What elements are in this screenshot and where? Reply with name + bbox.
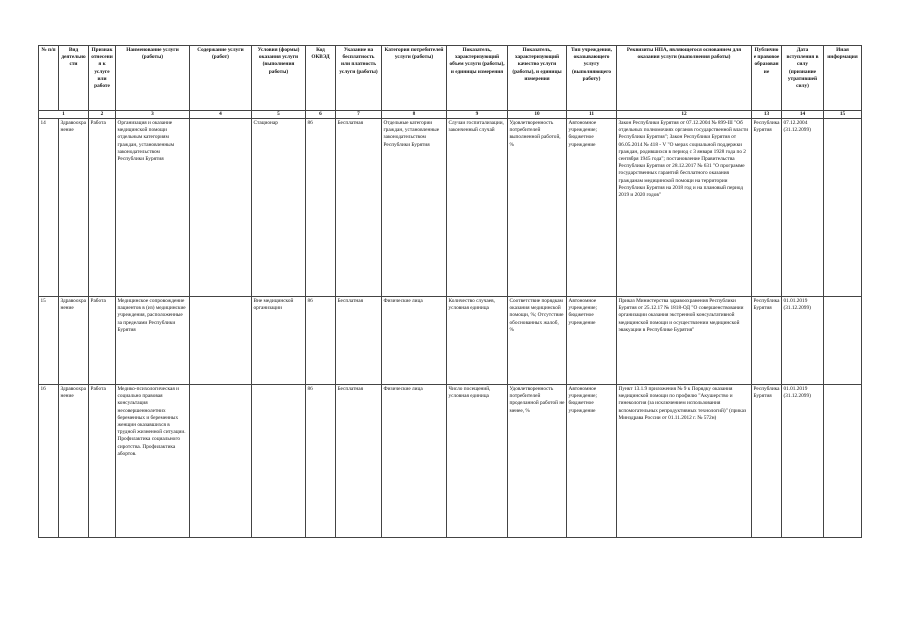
table-row (39, 119, 862, 297)
entity-cell: Республика Бурятия (752, 119, 782, 297)
institution-cell: Автономное учреждение; бюджетное учреждение (567, 119, 617, 297)
volume-cell: Число посещений, условная единица (447, 385, 508, 538)
column-number: 1 (39, 111, 89, 119)
table-row (39, 297, 862, 385)
header-cell: Признак отнесения к услуге или работе (89, 46, 116, 111)
institution-cell: Автономное учреждение; бюджетное учреждение (567, 385, 617, 538)
service-name-cell: Медицинское сопровождение пациентов в (из) медицинские учреждения, расположенные за пределами Республики Бурятия (116, 297, 190, 385)
institution-cell: Автономное учреждение; бюджетное учреждение (567, 297, 617, 385)
header-cell: Наименование услуги (работы) (116, 46, 190, 111)
header-row (39, 46, 862, 111)
npa-cell: Закон Республики Бурятия от 07.12.2004 № 899-III "Об отдельных полномочиях органов государственной власти Республики Бурятия"; Закон Республики Бурятия от 06.05.2014 № 418 - V "О мерах социальной поддержки граждан, родившихся в период с 3 января 1928 года по 2 сентября 1945 года"; постановление Правительства Республики Бурятия от 28.12.2017 № 631 "О программе государственных гарантий бесплатного оказания гражданам медицинской помощи на территории Республики Бурятия на 2018 год и на плановый период 2019 и 2020 годов" (617, 119, 752, 297)
other-cell (824, 119, 862, 297)
row-number: 14 (39, 119, 59, 297)
other-cell (824, 297, 862, 385)
activity-cell: Здравоохранение (59, 297, 89, 385)
column-number: 8 (382, 111, 447, 119)
header-cell: Реквизиты НПА, являющегося основанием для оказания услуги (выполнения работы) (617, 46, 752, 111)
column-number: 9 (447, 111, 508, 119)
date-cell: 07.12.2004 (31.12.2099) (782, 119, 824, 297)
quality-cell: Соответствие порядкам оказания медицинской помощи, %; Отсутствие обоснованных жалоб, % (508, 297, 567, 385)
okved-cell: 86 (306, 385, 336, 538)
column-number-row (39, 111, 862, 119)
header-cell: Показатель, характеризующий качество услуги (работы), и единицы измерения (508, 46, 567, 111)
date-cell: 01.01.2019 (31.12.2099) (782, 385, 824, 538)
header-cell: Условия (формы) оказания услуги (выполнения работы) (252, 46, 306, 111)
column-number: 4 (190, 111, 252, 119)
column-number: 5 (252, 111, 306, 119)
sign-cell: Работа (89, 119, 116, 297)
npa-cell: Пункт 13.1.9 приложения № 9 к Порядку оказания медицинской помощи по профилю "Акушерство и гинекология (за исключением использования вспомогательных репродуктивных технологий)" (приказ Минздрава России от 01.11.2012 г. № 572н) (617, 385, 752, 538)
services-register-table (38, 45, 862, 538)
column-number: 6 (306, 111, 336, 119)
header-cell: Дата вступления в силу (признание утратившей силу) (782, 46, 824, 111)
payment-cell: Бесплатная (336, 297, 382, 385)
quality-cell: Удовлетворенность потребителей выполненной работой, % (508, 119, 567, 297)
consumers-cell: Физические лица (382, 385, 447, 538)
header-cell: Указание на бесплатность или платность услуги (работы) (336, 46, 382, 111)
consumers-cell: Физические лица (382, 297, 447, 385)
activity-cell: Здравоохранение (59, 385, 89, 538)
header-cell: Категория потребителей услуги (работы) (382, 46, 447, 111)
content-cell (190, 119, 252, 297)
header-cell: № п/п (39, 46, 59, 111)
conditions-cell (252, 385, 306, 538)
conditions-cell: Стационар (252, 119, 306, 297)
conditions-cell: Вне медицинской организации (252, 297, 306, 385)
volume-cell: Случаи госпитализации, законченный случай (447, 119, 508, 297)
content-cell (190, 297, 252, 385)
consumers-cell: Отдельные категории граждан, установленные законодательством Республики Бурятия (382, 119, 447, 297)
header-cell: Публичное правовое образование (752, 46, 782, 111)
column-number: 7 (336, 111, 382, 119)
row-number: 16 (39, 385, 59, 538)
payment-cell: Бесплатная (336, 385, 382, 538)
header-cell: Код ОКВЭД (306, 46, 336, 111)
quality-cell: Удовлетворенность потребителей проделанной работой не менее, % (508, 385, 567, 538)
volume-cell: Количество случаев, условная единица (447, 297, 508, 385)
header-cell: Показатель, характеризующий объем услуги (работы), и единицы измерения (447, 46, 508, 111)
table-row (39, 385, 862, 538)
content-cell (190, 385, 252, 538)
column-number: 15 (824, 111, 862, 119)
column-number: 10 (508, 111, 567, 119)
service-name-cell: Организация и оказание медицинской помощи отдельным категориям граждан, установленным законодательством Республики Бурятия (116, 119, 190, 297)
column-number: 3 (116, 111, 190, 119)
date-cell: 01.01.2019 (31.12.2099) (782, 297, 824, 385)
payment-cell: Бесплатная (336, 119, 382, 297)
entity-cell: Республика Бурятия (752, 385, 782, 538)
header-cell: Иная информация (824, 46, 862, 111)
header-cell: Содержание услуги (работ) (190, 46, 252, 111)
header-cell: Тип учреждения, оказывающего услугу (выполняющего работу) (567, 46, 617, 111)
sign-cell: Работа (89, 297, 116, 385)
entity-cell: Республика Бурятия (752, 297, 782, 385)
sign-cell: Работа (89, 385, 116, 538)
column-number: 11 (567, 111, 617, 119)
okved-cell: 86 (306, 297, 336, 385)
column-number: 14 (782, 111, 824, 119)
header-cell: Вид деятельности (59, 46, 89, 111)
service-name-cell: Медико-психологическая и социально правовая консультация несовершеннолетних беременных и беременных женщин оказавшихся в трудной жизненной ситуации. Профилактика социального сиротства. Профилактика абортов. (116, 385, 190, 538)
column-number: 12 (617, 111, 752, 119)
npa-cell: Приказ Министерства здравоохранения Республики Бурятия от 25.12.17 № 1818-ОД "О совершенствовании организации оказания экстренной консультативной медицинской помощи и осуществлении медицинской эвакуации в Республике Бурятия" (617, 297, 752, 385)
activity-cell: Здравоохранение (59, 119, 89, 297)
row-number: 15 (39, 297, 59, 385)
column-number: 2 (89, 111, 116, 119)
column-number: 13 (752, 111, 782, 119)
okved-cell: 86 (306, 119, 336, 297)
other-cell (824, 385, 862, 538)
